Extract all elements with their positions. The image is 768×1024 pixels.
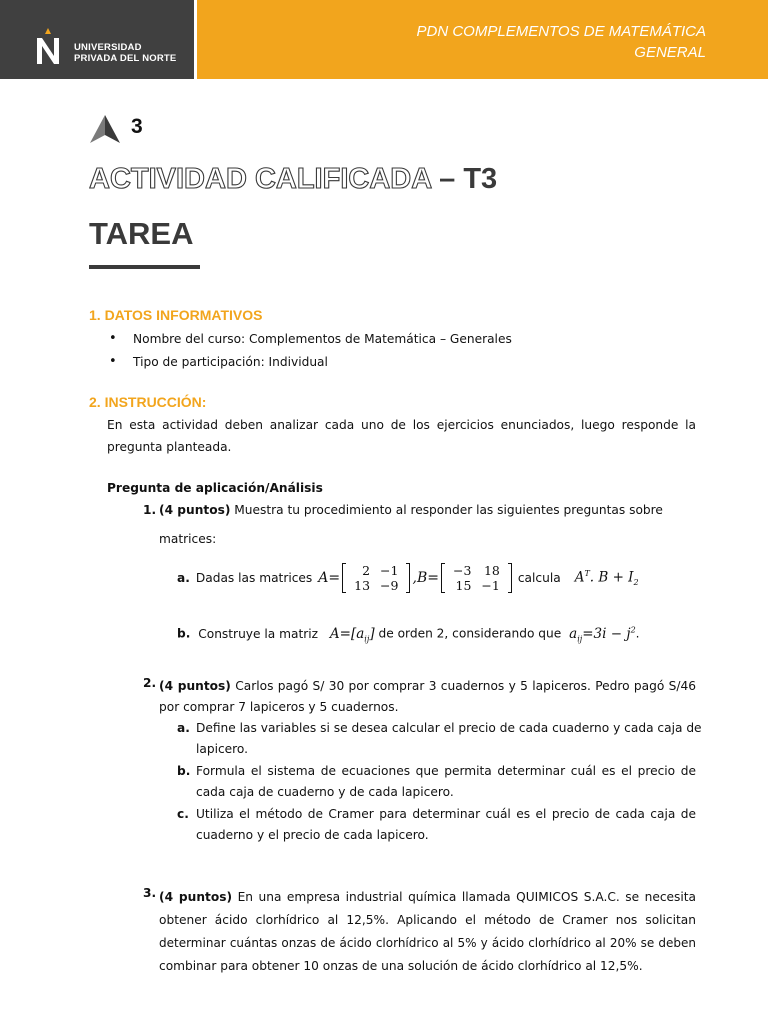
question-subheading: Pregunta de aplicación/Análisis — [107, 481, 323, 495]
q2b-line-1: Formula el sistema de ecuaciones que permita determinar cuál es el precio de — [196, 764, 696, 778]
q1b-matrix-end: ] — [369, 625, 375, 642]
q2c-label: c. — [177, 807, 189, 821]
question-2-number: 2. — [143, 676, 157, 690]
q2b-text — [196, 761, 696, 803]
q1-num: 1. — [143, 503, 157, 517]
matrix-b-name: B= — [416, 570, 439, 586]
list-item: • Tipo de participación: Individual — [107, 352, 512, 375]
activity-title-dash: – — [431, 163, 464, 195]
upn-logo-icon — [34, 26, 62, 66]
question-2-items — [177, 718, 702, 847]
matrix-cell: 13 — [354, 578, 371, 593]
q1b-end: . — [635, 626, 640, 641]
q1a-mid: calcula — [517, 571, 561, 585]
q1b-prefix: Construye la matriz — [198, 626, 319, 641]
matrix-cell: 15 — [455, 578, 472, 593]
q3-line-3: determinar cuántas onzas de ácido clorhídrico al 5% y ácido clorhídrico al 20% se deben — [159, 936, 696, 950]
q2c-line-1: Utiliza el método de Cramer para determinar cuál es el precio de cada caja de — [196, 807, 696, 821]
title-underline — [89, 265, 200, 269]
q2a-line-1: Define las variables si se desea calcular el precio de cada cuaderno y cada caja de — [196, 721, 702, 735]
q2-line-1 — [159, 676, 696, 697]
q2-points: (4 puntos) — [159, 679, 231, 693]
question-1b — [177, 625, 640, 643]
header-title-line-2: GENERAL — [634, 44, 706, 61]
list-item — [177, 761, 696, 804]
matrix-cell: −1 — [481, 578, 500, 593]
q2-text-1: Carlos pagó S/ 30 por comprar 3 cuadernos y 5 lapiceros. Pedro pagó S/46 — [235, 679, 697, 693]
q1b-label: b. — [177, 626, 191, 641]
q1b-matrix — [330, 626, 375, 642]
matrix-cell: 18 — [483, 563, 500, 578]
expr-transpose: T — [584, 568, 590, 578]
q1b-rule-rest: =3i − j — [582, 625, 631, 642]
q1b-rule-a: a — [569, 625, 578, 642]
q2-line-2: por comprar 7 lapiceros y 5 cuadernos. — [159, 700, 399, 714]
list-item — [177, 804, 696, 847]
unit-arrow-icon — [89, 114, 121, 144]
q1b-middle: de orden 2, considerando que — [378, 626, 562, 641]
section-1-heading: 1. DATOS INFORMATIVOS — [89, 307, 263, 323]
matrix-sep: , — [412, 570, 417, 586]
logo-line-2: PRIVADA DEL NORTE — [74, 53, 177, 64]
q1a-label: a. — [177, 571, 190, 585]
section-2-heading: 2. INSTRUCCIÓN: — [89, 394, 207, 410]
q3-points: (4 puntos) — [159, 890, 233, 904]
expr-rest: . B + I — [589, 569, 634, 586]
info-list — [107, 329, 512, 375]
matrix-cell: −1 — [380, 563, 399, 578]
task-title: TAREA — [89, 216, 194, 251]
instruction-text: En esta actividad deben analizar cada uno de los ejercicios enunciados, luego responde la pregunta planteada. — [107, 418, 696, 454]
question-1-text-b: matrices: — [159, 532, 217, 546]
question-3-text — [159, 886, 696, 978]
page-header — [0, 0, 768, 79]
q2a-label: a. — [177, 721, 190, 735]
question-1a — [177, 558, 639, 598]
course-header-title — [417, 21, 706, 63]
unit-number: 3 — [131, 115, 143, 138]
question-3-number: 3. — [143, 886, 157, 900]
q1-text-a: Muestra tu procedimiento al responder las siguientes preguntas sobre — [234, 503, 663, 517]
matrix-a — [342, 563, 410, 593]
list-item — [177, 718, 702, 761]
q1b-rule — [569, 626, 636, 642]
q1a-expression — [575, 569, 639, 587]
q3-line-1 — [159, 886, 696, 909]
activity-code: T3 — [463, 163, 498, 195]
expr-sub: 2 — [633, 578, 639, 588]
q1b-matrix-a: A=[a — [329, 625, 365, 642]
matrix-cell: −3 — [452, 563, 472, 578]
q3-line-2: obtener ácido clorhídrico al 12,5%. Aplicando el método de Cramer nos solicitan — [159, 913, 696, 927]
matrix-a-name: A= — [318, 570, 341, 586]
q2a-text — [196, 718, 702, 760]
q1a-prefix: Dadas las matrices — [195, 571, 313, 585]
q3-line-4: combinar para obtener 10 onzas de una solución de ácido clorhídrico al 12,5%. — [159, 959, 643, 973]
matrix-cell: 2 — [362, 563, 371, 578]
q3-text-1: En una empresa industrial química llamada QUIMICOS S.A.C. se necesita — [237, 890, 696, 904]
question-1-text — [159, 503, 663, 517]
q2c-text — [196, 804, 696, 846]
university-logo — [0, 0, 194, 79]
activity-title-outline: ACTIVIDAD CALIFICADA — [89, 163, 432, 195]
q2c-line-2: cuaderno y el precio de cada lapicero. — [196, 828, 429, 842]
q2b-label: b. — [177, 764, 191, 778]
list-item: • Nombre del curso: Complementos de Matemática – Generales — [107, 329, 512, 352]
question-1-number — [143, 503, 156, 517]
question-2-text — [159, 676, 696, 718]
q1b-rule-sup: 2 — [630, 625, 636, 634]
activity-title — [89, 163, 497, 196]
q1b-rule-sub: ij — [577, 634, 583, 644]
matrix-cell: −9 — [380, 578, 399, 593]
q2b-line-2: cada caja de cuaderno y de cada lapicero. — [196, 785, 454, 799]
q1-points: (4 puntos) — [159, 503, 231, 517]
logo-line-1: UNIVERSIDAD — [74, 42, 142, 53]
expr-a: A — [574, 569, 585, 586]
header-title-line-1: PDN COMPLEMENTOS DE MATEMÁTICA — [416, 23, 706, 40]
q1b-matrix-sub: ij — [364, 634, 370, 644]
matrix-b — [441, 563, 512, 593]
q2a-line-2: lapicero. — [196, 742, 249, 756]
logo-wordmark — [74, 42, 176, 64]
